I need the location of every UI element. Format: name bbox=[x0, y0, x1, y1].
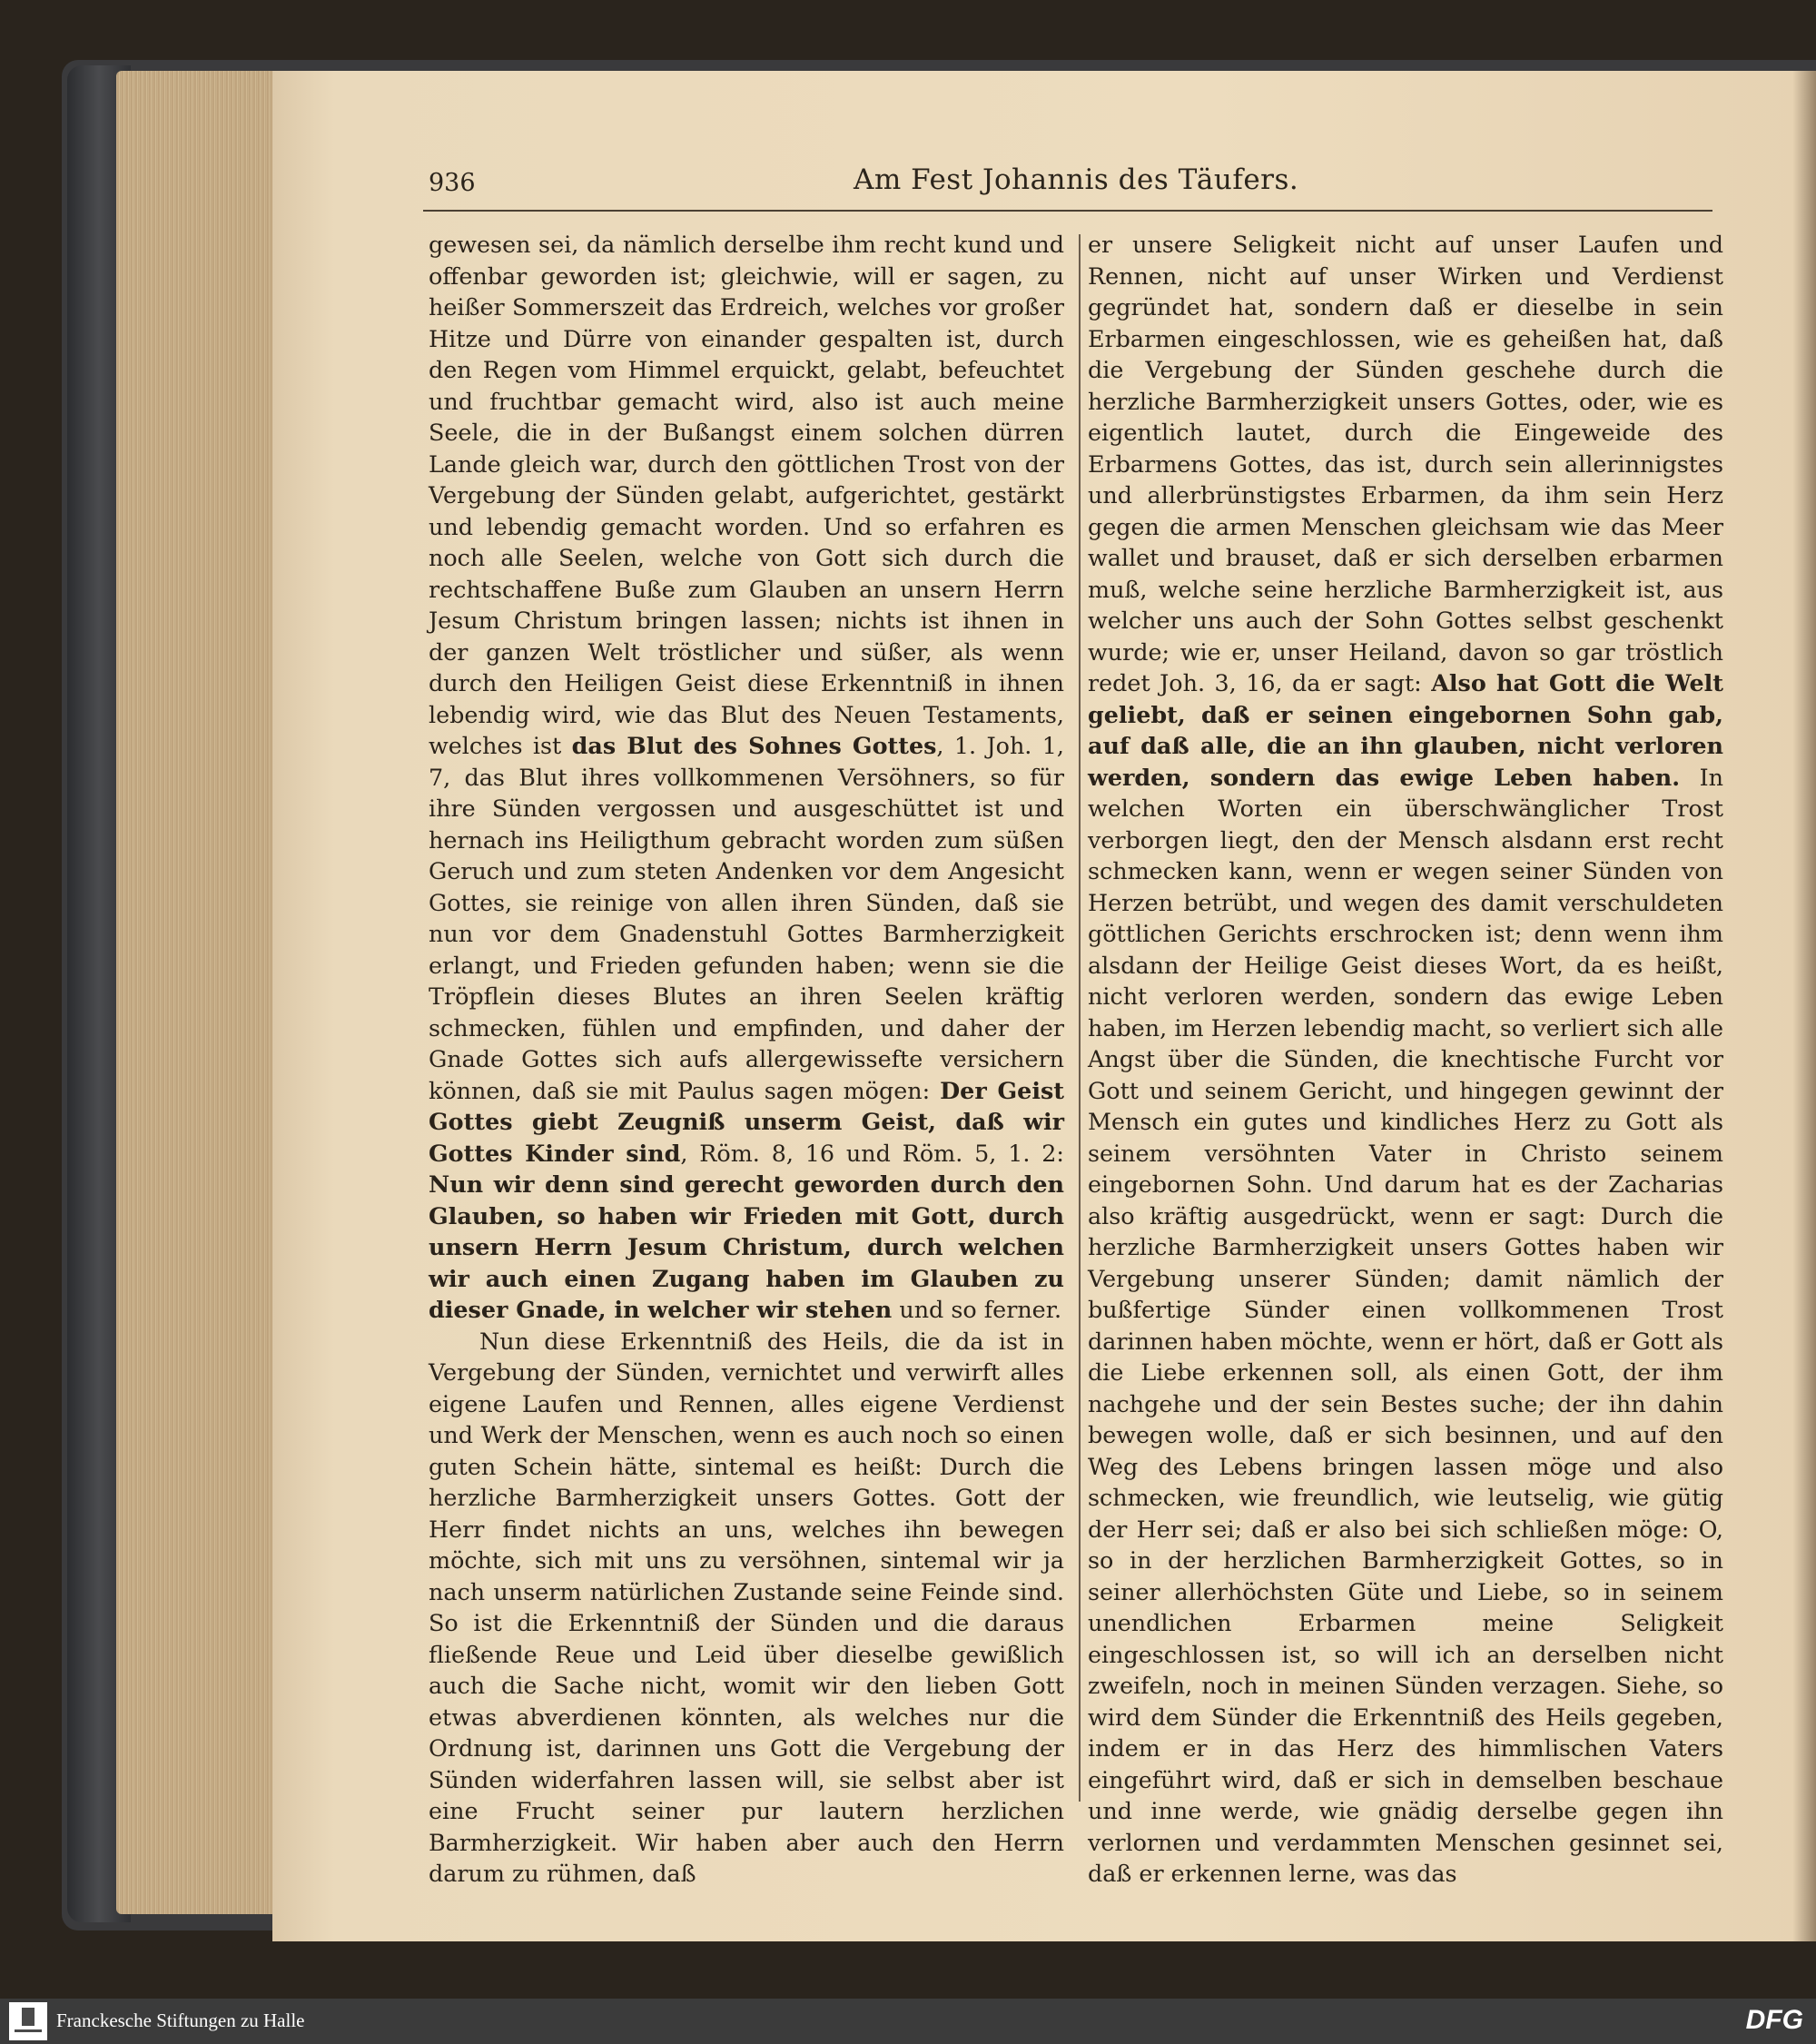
paragraph bbox=[429, 1326, 1064, 1890]
right-text-column bbox=[1088, 229, 1723, 1890]
dfg-mark: DFG bbox=[1745, 2005, 1803, 2035]
left-text-column bbox=[429, 229, 1064, 1890]
page-gutter-shadow bbox=[1792, 71, 1816, 1941]
page-edges bbox=[116, 71, 289, 1914]
paragraph bbox=[1088, 229, 1723, 1890]
bold-quotation: das Blut des Sohnes Gottes bbox=[571, 732, 937, 759]
bold-quotation: Der Geist Gottes giebt Zeugniß unserm Geist, daß wir Gottes Kinder sind bbox=[429, 1076, 1064, 1167]
column-divider bbox=[1079, 234, 1081, 1802]
bold-quotation: Nun wir denn sind gerecht geworden durch den Glauben, so haben wir Frieden mit Gott, durch unsern Herrn Jesum Christum, durch welchen wir auch einen Zugang haben im Glauben zu dieser Gnade, in welcher wir stehen bbox=[429, 1170, 1064, 1323]
institution-logo-icon bbox=[9, 2002, 47, 2040]
text-run: gewesen sei, da nämlich derselbe ihm recht kund und offenbar geworden ist; gleichwie, will er sagen, zu heißer Sommerszeit das Erdreich, welches vor großer Hitze und Dürre von einander gespalten ist, durch den Regen vom Himmel erquickt, gelabt, befeuchtet und fruchtbar gemacht wird, also ist auch meine Seele, die in der Bußangst einem solchen dürren Lande gleich war, durch den göttlichen Trost von der Vergebung der Sünden gelabt, aufgerichtet, gestärkt und lebendig gemacht worden. Und so erfahren es noch alle Seelen, welche von Gott sich durch die rechtschaffene Buße zum Glauben an unsern Herrn Jesum Christum bringen lassen; nichts ist ihnen in der ganzen Welt tröstlicher und süßer, als wenn durch den Heiligen Geist diese Erkenntniß in ihnen lebendig wird, wie das Blut des Neuen Testaments, welches ist bbox=[429, 231, 1064, 759]
text-run: In welchen Worten ein überschwänglicher Trost verborgen liegt, den der Mensch alsdann erst recht schmecken kann, wenn er wegen seiner Sünden von Herzen betrübt, und wegen des damit verschuldeten göttlichen Gerichts erschrocken ist; denn wenn ihm alsdann der Heilige Geist dieses Wort, da es heißt, nicht verloren werden, sondern das ewige Leben haben, im Herzen lebendig macht, so verliert sich alle Angst über die Sünden, die knechtische Furcht vor Gott und seinem Gericht, und hingegen gewinnt der Mensch ein gutes und kindliches Herz zu Gott als seinem versöhnten Vater in Christo seinem eingebornen Sohn. Und darum hat es der Zacharias also kräftig ausgedrückt, wenn er sagt: Durch die herzliche Barmherzigkeit unsers Gottes haben wir Vergebung unserer Sünden; damit nämlich der bußfertige Sünder einen vollkommenen Trost darinnen haben möchte, wenn er hört, daß er Gott als die Liebe erkennen soll, als einen Gott, der ihm nachgehe und der sein Bestes suche; der ihn dahin bewegen wolle, daß er sich besinnen, und auf den Weg des Lebens bringen lassen möge und also schmecken, wie freundlich, wie leutselig, wie gütig der Herr sei; daß er also bei sich schließen möge: O, so in der herzlichen Barmherzigkeit Gottes, so in seiner allerhöchsten Güte und Liebe, so in seinem unendlichen Erbarmen meine Seligkeit eingeschlossen ist, so will ich an derselben nicht zweifeln, noch in meinen Sünden verzagen. Siehe, so wird dem Sünder die Erkenntniß des Heils gegeben, indem er in das Herz des himmlischen Vaters eingeführt wird, daß er sich in demselben beschaue und inne werde, wie gnädig derselbe gegen ihn verlornen und verdammten Menschen gesinnet sei, daß er erkennen lerne, was das bbox=[1088, 763, 1723, 1887]
text-run: Nun diese Erkenntniß des Heils, die da ist in Vergebung der Sünden, vernichtet und verwirft alles eigene Laufen und Rennen, alles eigene Verdienst und Werk der Menschen, wenn es auch noch so einen guten Schein hätte, sintemal es heißt: Durch die herzliche Barmherzigkeit unsers Gottes. Gott der Herr findet nichts an uns, welches ihn bewegen möchte, sich mit uns zu versöhnen, sintemal wir ja nach unserm natürlichen Zustande seine Feinde sind. So ist die Erkenntniß der Sünden und die daraus fließende Reue und Leid über dieselbe gewißlich auch die Sache nicht, womit wir den lieben Gott etwas abverdienen könnten, als welches nur die Ordnung ist, darinnen uns Gott die Vergebung der Sünden widerfahren lassen will, sie selbst aber ist eine Frucht seiner pur lautern herzlichen Barmherzigkeit. Wir haben aber auch den Herrn darum zu rühmen, daß bbox=[429, 1327, 1064, 1887]
paragraph bbox=[429, 229, 1064, 1326]
page-number: 936 bbox=[429, 169, 476, 197]
text-run: und so ferner. bbox=[892, 1296, 1062, 1323]
text-run: , 1. Joh. 1, 7, das Blut ihres vollkommenen Versöhners, so für ihre Sünden vergossen und ausgeschüttet ist und hernach ins Heiligthum gebracht worden zum süßen Geruch und zum steten Andenken vor dem Angesicht Gottes, sie reinige von allen ihren Sünden, daß sie nun vor dem Gnadenstuhl Gottes Barmherzigkeit erlangt, und Frieden gefunden haben; wenn sie die Tröpflein dieses Blutes an ihren Seelen kräftig schmecken, fühlen und empfinden, und daher der Gnade Gottes sich aufs allergewissefte versichern können, daß sie mit Paulus sagen mögen: bbox=[429, 732, 1064, 1104]
bold-quotation: Also hat Gott die Welt geliebt, daß er seinen eingebornen Sohn gab, auf daß alle, die an ihn glauben, nicht verloren werden, sondern das ewige Leben haben. bbox=[1088, 669, 1723, 791]
running-title: Am Fest Johannis des Täufers. bbox=[854, 163, 1299, 196]
institution-name: Franckesche Stiftungen zu Halle bbox=[56, 2009, 305, 2031]
text-run: er unsere Seligkeit nicht auf unser Laufen und Rennen, nicht auf unser Wirken und Verdienst gegründet hat, sondern daß er dieselbe in sein Erbarmen eingeschlossen, wie es geheißen hat, daß die Vergebung der Sünden geschehe durch die herzliche Barmherzigkeit unsers Gottes, oder, wie es eigentlich lautet, durch die Eingeweide des Erbarmens Gottes, das ist, durch sein allerinnigstes und allerbrünstigstes Erbarmen, da ihm sein Herz gegen die armen Menschen gleichsam wie das Meer wallet und brauset, daß er sich derselben erbarmen muß, welche seine herzliche Barmherzigkeit ist, aus welcher uns auch der Sohn Gottes selbst geschenkt wurde; wie er, unser Heiland, davon so gar tröstlich redet Joh. 3, 16, da er sagt: bbox=[1088, 231, 1723, 696]
header-rule bbox=[423, 210, 1712, 212]
text-run: , Röm. 8, 16 und Röm. 5, 1. 2: bbox=[680, 1139, 1064, 1167]
